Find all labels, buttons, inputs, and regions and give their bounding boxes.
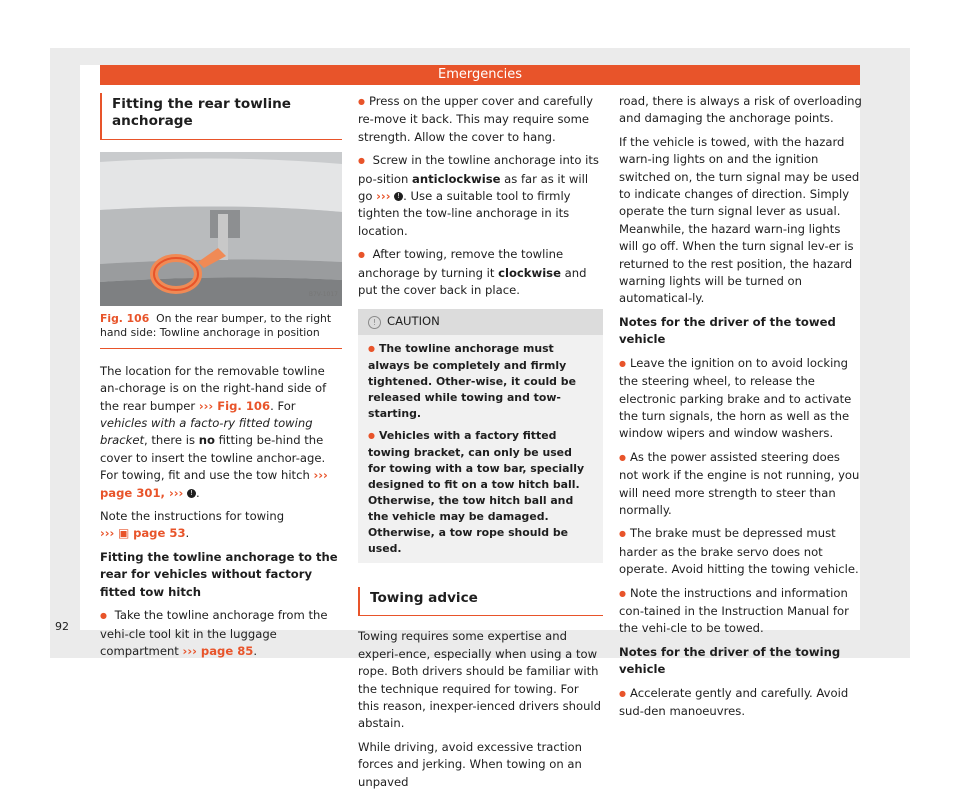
page-53-link[interactable]: page 53 [133,526,186,541]
page-85-link[interactable]: ››› page 85 [182,643,254,658]
fig-106-link[interactable]: ››› Fig. 106 [198,398,271,413]
paragraph-traction: While driving, avoid excessive traction forces and jerking. When towing on an unpaved [358,739,582,789]
caution-body [358,335,603,563]
bullet-press-cover: ● Press on the upper cover and carefully re-move it back. This may require some strength. Allow the cover to hang. [358,93,603,146]
book-icon: ▣ [118,526,130,541]
subheading-towed-vehicle: Notes for the driver of the towed vehicle [619,314,836,347]
column-3 [619,93,862,726]
warning-icon: ! [394,192,403,201]
bullet-after-towing: ● After towing, remove the towline anchorage by turning it clockwise and put the cover back in place. [358,246,603,299]
bullet-screw-anchorage: ● Screw in the towline anchorage into its po-sition anticlockwise as far as it will go ››› ! . Use a suitable tool to firmly tighten the tow-line anchorage in its location. [358,152,603,240]
section-title-towing-advice: Towing advice [358,587,603,616]
section-title-rear-towline: Fitting the rear towline anchorage [100,93,342,140]
warning-link[interactable]: ››› [376,189,391,204]
page-number: 92 [55,620,69,633]
paragraph-towing-expertise: Towing requires some expertise and experi-ence, especially when using a tow rope. Both drivers should be familiar with the technique required for towing. For this reason, inexper-ienced drivers should abstain. [358,629,601,731]
bullet-take-anchorage: ● Take the towline anchorage from the vehi-cle tool kit in the luggage compartment ››› page 85. [100,607,342,660]
caution-item-tighten: ● The towline anchorage must always be completely and firmly tightened. Other-wise, it could be released while towing and tow-starting. [368,341,593,422]
caution-header: ! CAUTION [358,309,603,334]
caution-item-towing-bracket: ● Vehicles with a factory fitted towing bracket, can only be used for towing with a tow bar, specially designed to fit on a tow hitch ball. Otherwise, the tow hitch ball and the vehicle may be damaged. Otherwise, a tow rope should be used. [368,428,593,557]
paragraph-location: The location for the removable towline an-chorage is on the right-hand side of the rear bumper ››› Fig. 106. For vehicles with a facto-ry fitted towing bracket, there is no fitting be-hind the cover to insert the towline anchor-age. For towing, fit and use the tow hitch ››› page 301, ››› ! . [100,363,328,500]
figure-caption [100,306,342,349]
page-301-link[interactable]: ››› page 301, ››› [100,468,328,500]
paragraph-towing-note: Note the instructions for towing ››› ▣ page 53. [100,509,285,541]
subheading-towing-vehicle: Notes for the driver of the towing vehicle [619,644,841,677]
bullet-ignition-on: ● Leave the ignition on to avoid locking the steering wheel, to release the electronic parking brake and to activate the turn signals, the horn as well as the window wipers and window washers. [619,355,862,443]
column-1 [100,93,342,666]
figure-code: B7V-1017 [308,291,338,299]
paragraph-hazard-lights: If the vehicle is towed, with the hazard warn-ing lights on and the ignition switched on, the turn signal may be used to indicate changes of direction. Simply operate the turn signal lever as usual. Meanwhile, the hazard warn-ing lights will go off. When the turn signal lev-er is returned to the rest position, the hazard warning lights will be turned on automatical-ly. [619,134,860,306]
subheading-fitting: Fitting the towline anchorage to the rear for vehicles without factory fitted tow hitch [100,549,338,599]
bullet-accelerate: ● Accelerate gently and carefully. Avoid sud-den manoeuvres. [619,685,862,721]
bullet-power-steering: ● As the power assisted steering does not work if the engine is not running, you will need more strength to steer than normally. [619,449,862,520]
paragraph-unpaved-road: road, there is always a risk of overloading and damaging the anchorage points. [619,94,862,126]
figure-label: Fig. 106 [100,311,150,325]
page-53-arrow[interactable]: ››› [100,526,115,541]
figure-caption-text: On the rear bumper, to the right hand side: Towline anchorage in position [100,311,332,339]
column-2 [358,93,603,797]
chapter-header: Emergencies [100,65,860,85]
towline-figure [100,152,342,306]
warning-icon: ! [187,489,196,498]
bullet-brake: ● The brake must be depressed must harder as the brake servo does not operate. Avoid hitting the towing vehicle. [619,525,862,578]
caution-icon: ! [368,316,381,329]
towline-illustration [100,152,342,306]
bullet-instruction-manual: ● Note the instructions and information con-tained in the Instruction Manual for the vehi-cle to be towed. [619,585,862,638]
caution-box [358,309,603,562]
